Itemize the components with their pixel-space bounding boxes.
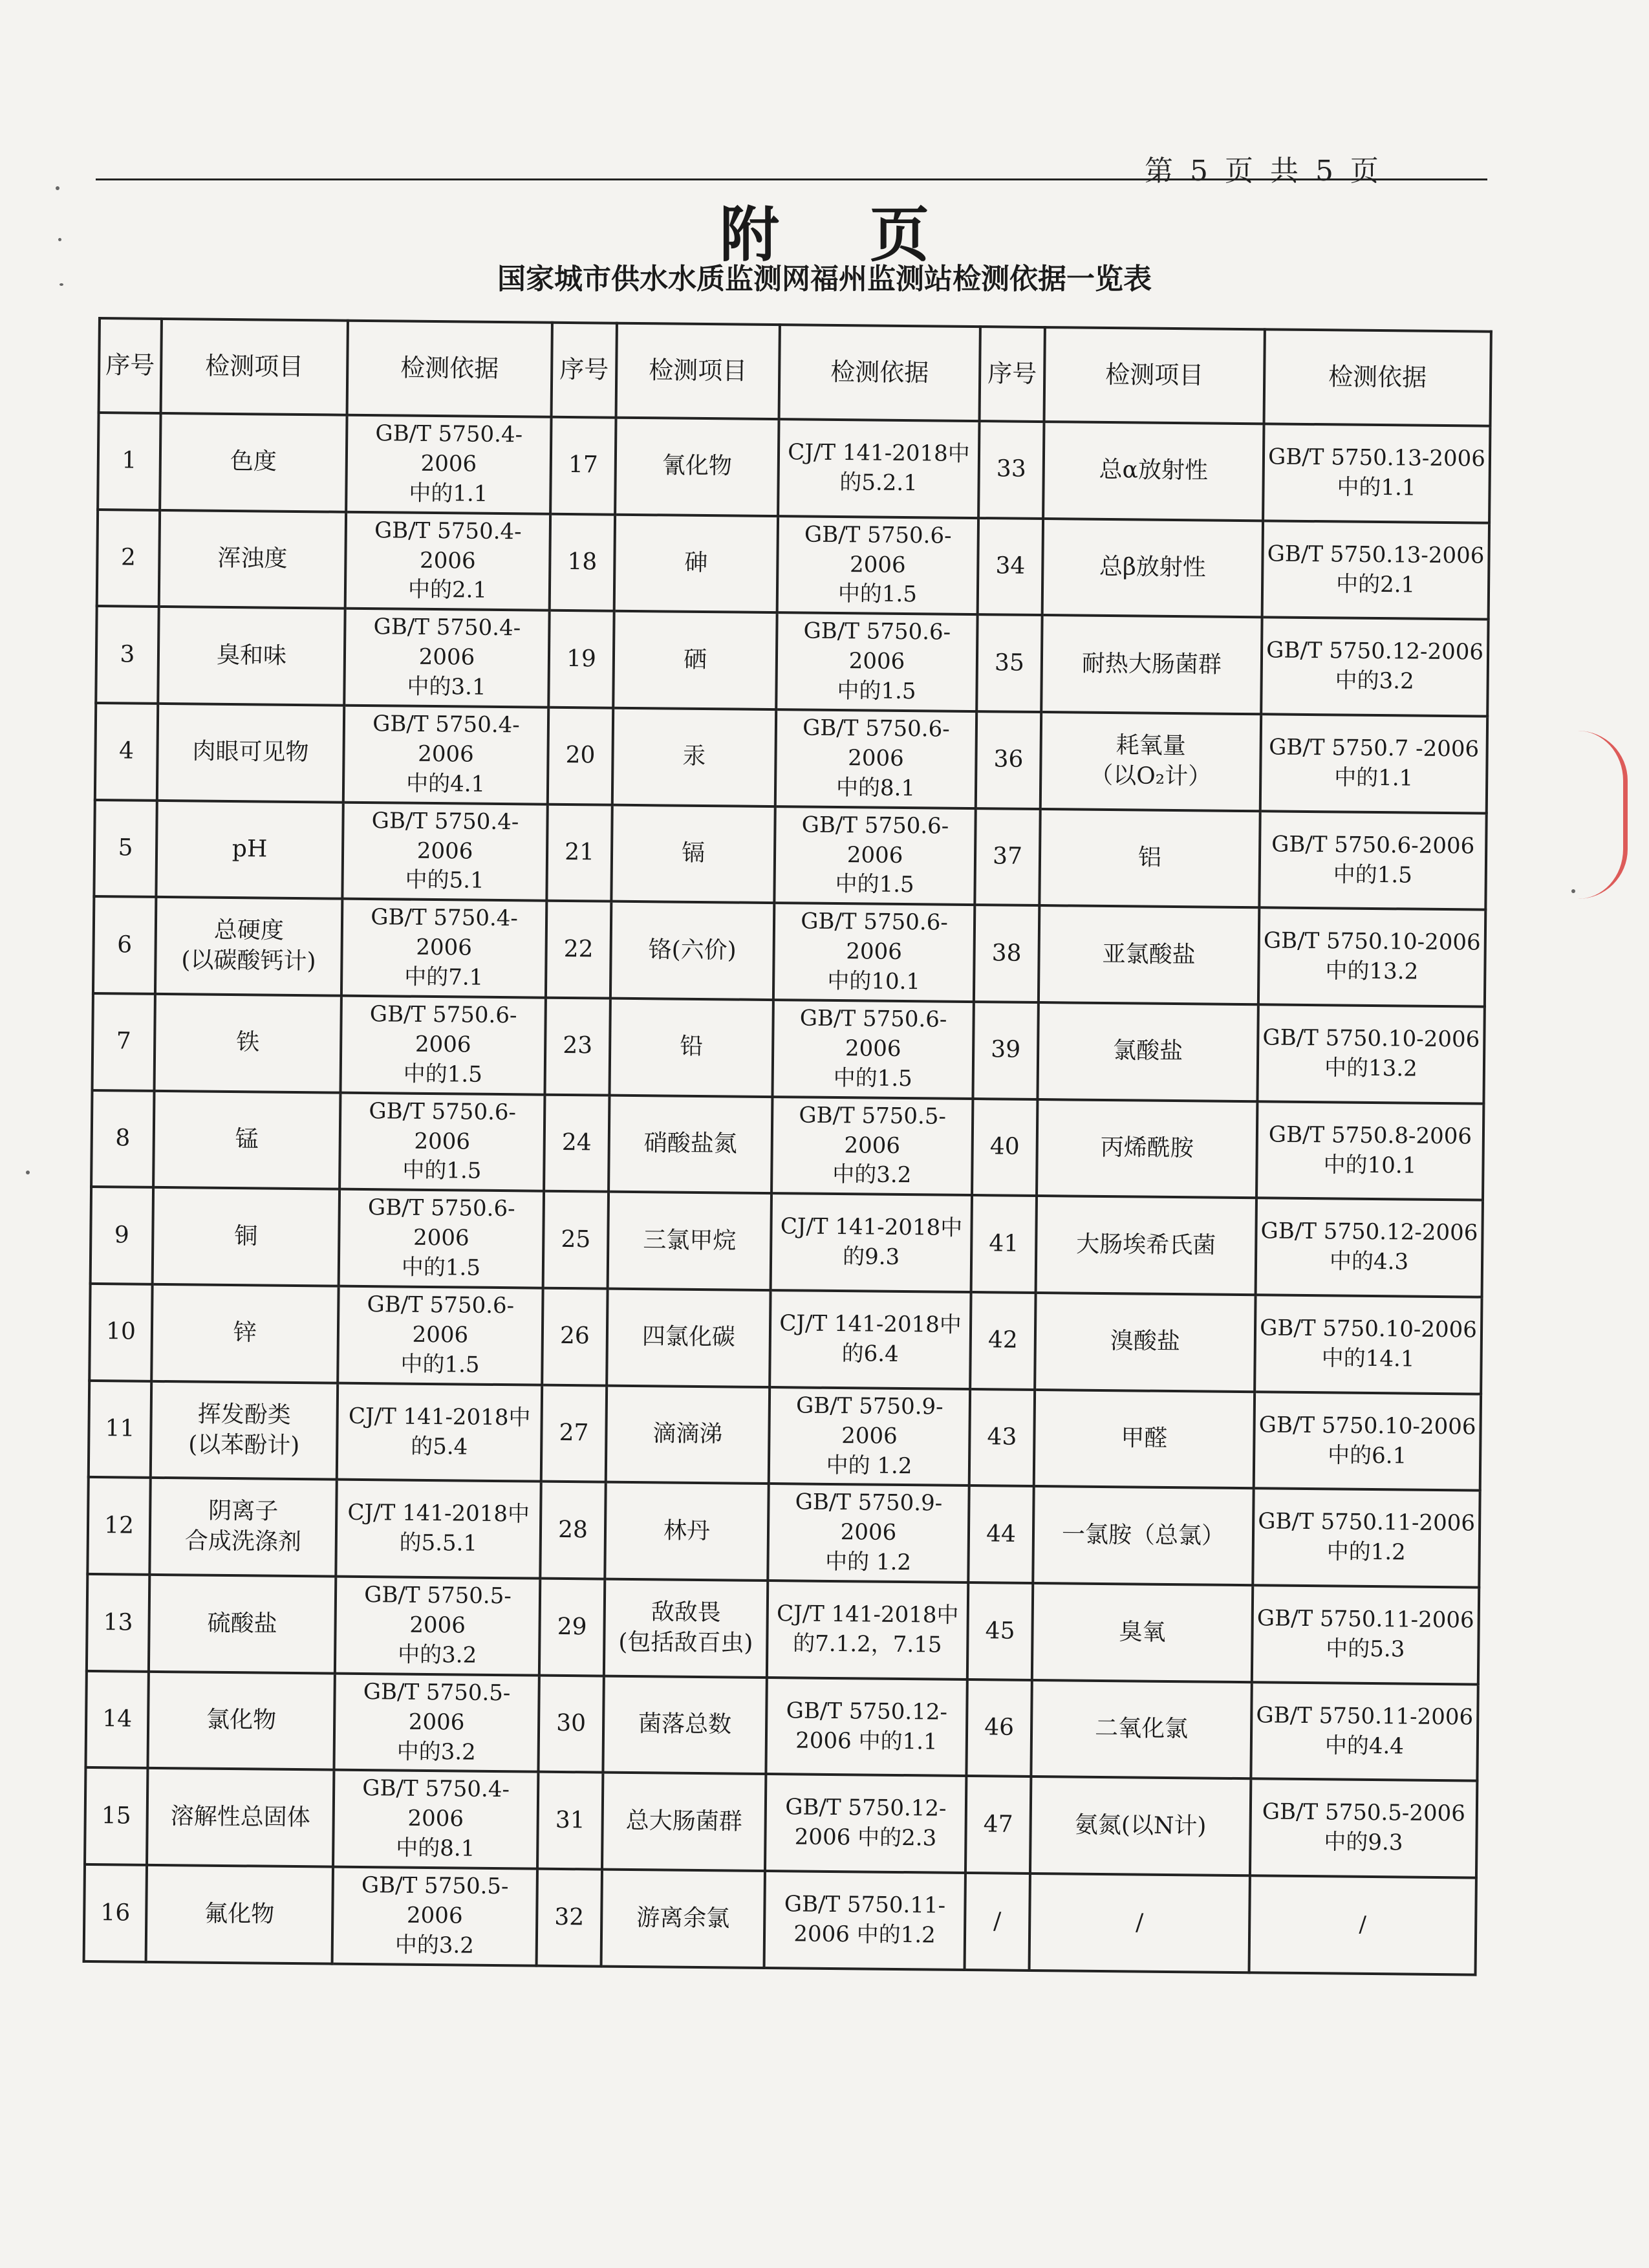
table-row	[94, 800, 1486, 910]
row-number: 23	[544, 998, 610, 1096]
test-basis: CJ/T 141-2018中 的6.4	[770, 1290, 971, 1389]
test-item: 铝	[1039, 809, 1260, 908]
column-header: 检测依据	[347, 321, 552, 417]
header-rule	[96, 178, 1487, 180]
test-item: 二氧化氯	[1031, 1680, 1251, 1779]
test-item: 氯酸盐	[1037, 1002, 1258, 1101]
row-number: 6	[93, 896, 156, 994]
test-item: 敌敌畏 (包括敌百虫)	[604, 1579, 768, 1678]
table-row	[98, 413, 1490, 523]
test-item: 汞	[612, 708, 776, 806]
column-header: 检测依据	[779, 325, 980, 421]
row-number: 42	[970, 1292, 1035, 1390]
row-number: 15	[85, 1767, 147, 1865]
row-number: 40	[972, 1099, 1037, 1196]
test-basis: GB/T 5750.4-2006 中的2.1	[345, 512, 550, 610]
table-row	[87, 1477, 1480, 1587]
test-basis: GB/T 5750.6-2006 中的1.5	[772, 1000, 973, 1099]
test-item: 甲醛	[1034, 1390, 1255, 1489]
row-number: 44	[968, 1485, 1033, 1583]
row-number: 38	[974, 905, 1039, 1002]
test-item: 溴酸盐	[1035, 1293, 1255, 1392]
test-item: 铜	[153, 1187, 339, 1286]
test-item: 丙烯酰胺	[1037, 1099, 1257, 1198]
page-title: 附页	[719, 200, 1020, 270]
test-item: 溶解性总固体	[147, 1768, 334, 1866]
row-number: 35	[976, 614, 1042, 712]
column-header: 检测项目	[161, 319, 348, 415]
test-item: 氰化物	[615, 418, 779, 516]
test-basis: GB/T 5750.4-2006 中的1.1	[346, 415, 551, 514]
test-item: 色度	[160, 413, 347, 512]
scan-speck	[58, 238, 61, 241]
row-number: 33	[978, 421, 1044, 519]
table-row	[84, 1864, 1476, 1974]
test-item: 总硬度 (以碳酸钙计)	[155, 897, 342, 995]
test-item: 滴滴涕	[606, 1385, 770, 1484]
test-item: 菌落总数	[603, 1676, 766, 1774]
table-row	[91, 1187, 1483, 1297]
test-basis: /	[1249, 1875, 1476, 1974]
test-item: 锰	[153, 1091, 340, 1189]
row-number: 24	[544, 1094, 609, 1192]
test-item: 臭和味	[158, 607, 345, 705]
test-item: 游离余氯	[601, 1870, 765, 1968]
test-item: 挥发酚类 (以苯酚计)	[151, 1381, 338, 1480]
column-header: 检测依据	[1264, 329, 1491, 426]
test-item: /	[1029, 1874, 1250, 1972]
row-number: 26	[542, 1288, 607, 1386]
column-header: 序号	[552, 323, 617, 418]
test-basis: GB/T 5750.12-2006 中的4.3	[1256, 1198, 1483, 1297]
test-item: 大肠埃希氏菌	[1036, 1196, 1256, 1295]
row-number: 10	[89, 1284, 152, 1381]
test-basis: GB/T 5750.6-2006 中的1.5	[341, 996, 546, 1095]
test-basis: CJ/T 141-2018中 的5.5.1	[336, 1480, 541, 1579]
test-basis: GB/T 5750.10-2006 中的14.1	[1255, 1295, 1482, 1394]
test-basis: GB/T 5750.7 -2006 中的1.1	[1260, 714, 1487, 813]
row-number: 13	[87, 1574, 149, 1672]
table-body	[84, 413, 1491, 1974]
test-basis: GB/T 5750.4-2006 中的8.1	[333, 1770, 538, 1869]
test-item: 亚氯酸盐	[1039, 905, 1259, 1004]
row-number: 43	[969, 1389, 1035, 1487]
table-header-row	[99, 318, 1491, 426]
test-item: 铬(六价)	[610, 902, 774, 1000]
test-basis: GB/T 5750.12-2006 中的3.2	[1261, 618, 1488, 717]
test-basis: GB/T 5750.11- 2006 中的1.2	[764, 1871, 965, 1970]
test-basis: GB/T 5750.6-2006 中的10.1	[773, 903, 975, 1002]
column-header: 序号	[99, 318, 162, 413]
test-item: 镉	[611, 805, 775, 903]
column-header: 检测项目	[1044, 327, 1265, 424]
row-number: 21	[546, 804, 612, 902]
page-subtitle: 国家城市供水水质监测网福州监测站检测依据一览表	[497, 263, 1152, 296]
test-basis: GB/T 5750.4-2006 中的5.1	[342, 802, 547, 901]
row-number: 16	[84, 1864, 147, 1962]
table-row	[96, 606, 1488, 716]
test-basis: GB/T 5750.11-2006 中的4.4	[1251, 1682, 1478, 1781]
test-basis: GB/T 5750.6-2006 中的1.5	[774, 806, 975, 905]
row-number: 39	[973, 1002, 1038, 1099]
row-number: 20	[548, 707, 613, 805]
test-basis: GB/T 5750.5-2006 中的3.2	[332, 1867, 537, 1966]
test-basis: GB/T 5750.9-2006 中的 1.2	[769, 1387, 970, 1486]
row-number: 5	[94, 800, 156, 898]
test-basis: GB/T 5750.10-2006 中的13.2	[1257, 1004, 1484, 1103]
test-basis: GB/T 5750.5-2006 中的3.2	[334, 1673, 539, 1772]
table-row	[85, 1671, 1478, 1781]
scan-speck	[59, 283, 63, 286]
row-number: 27	[541, 1385, 607, 1482]
test-basis: GB/T 5750.4-2006 中的3.1	[344, 609, 549, 707]
test-basis: CJ/T 141-2018中 的7.1.2，7.15	[767, 1581, 968, 1679]
table-row	[97, 510, 1489, 620]
row-number: 37	[975, 808, 1040, 906]
test-basis: GB/T 5750.6-2006 中的1.5	[1259, 811, 1486, 910]
test-basis: GB/T 5750.5-2006 中的9.3	[1250, 1779, 1477, 1878]
test-basis: GB/T 5750.10-2006 中的6.1	[1254, 1392, 1481, 1491]
row-number: 28	[540, 1482, 605, 1579]
row-number: 1	[98, 413, 160, 510]
test-item: 阴离子 合成洗涤剂	[149, 1478, 336, 1576]
row-number: 25	[543, 1191, 609, 1289]
test-item: 锌	[151, 1284, 338, 1383]
test-basis: GB/T 5750.8-2006 中的10.1	[1256, 1101, 1483, 1200]
test-item: 四氯化碳	[607, 1289, 770, 1387]
row-number: 12	[87, 1477, 150, 1575]
test-item: 硫酸盐	[149, 1575, 336, 1673]
test-basis: GB/T 5750.13-2006 中的2.1	[1262, 521, 1489, 620]
test-basis: GB/T 5750.11-2006 中的1.2	[1253, 1489, 1480, 1588]
test-basis: CJ/T 141-2018中 的5.4	[337, 1383, 542, 1482]
row-number: 2	[97, 510, 160, 607]
row-number: 3	[96, 606, 158, 704]
page-number: 第 5 页 共 5 页	[1145, 155, 1383, 188]
table-row	[87, 1574, 1479, 1684]
column-header: 序号	[980, 327, 1045, 422]
row-number: 11	[89, 1381, 151, 1478]
test-basis: GB/T 5750.10-2006 中的13.2	[1258, 908, 1485, 1007]
scan-speck	[56, 186, 59, 190]
test-basis: GB/T 5750.5-2006 中的3.2	[335, 1577, 540, 1676]
test-basis: GB/T 5750.4-2006 中的4.1	[343, 706, 548, 805]
test-basis: GB/T 5750.6-2006 中的8.1	[775, 709, 976, 808]
scan-speck	[1571, 889, 1575, 893]
test-item: 氯化物	[147, 1672, 334, 1770]
test-item: pH	[156, 801, 343, 899]
row-number: 46	[966, 1679, 1031, 1777]
row-number: 30	[538, 1675, 603, 1773]
test-item: 砷	[614, 514, 778, 612]
row-number: 34	[978, 518, 1043, 616]
row-number: /	[965, 1873, 1030, 1971]
test-item: 总β放射性	[1042, 519, 1263, 618]
test-item: 臭氧	[1032, 1583, 1253, 1682]
row-number: 18	[550, 513, 615, 611]
test-basis: GB/T 5750.12- 2006 中的2.3	[765, 1774, 966, 1873]
row-number: 9	[91, 1187, 153, 1284]
row-number: 8	[91, 1090, 154, 1188]
table-row	[93, 896, 1485, 1006]
test-item: 耗氧量 （以O₂计）	[1040, 712, 1261, 811]
test-basis: GB/T 5750.6-2006 中的1.5	[338, 1286, 543, 1385]
test-item: 硝酸盐氮	[609, 1095, 772, 1193]
test-item: 铅	[609, 999, 773, 1097]
table-row	[92, 993, 1485, 1103]
table-row	[85, 1767, 1477, 1877]
test-basis: GB/T 5750.6-2006 中的1.5	[777, 516, 978, 615]
test-item: 硒	[613, 611, 777, 709]
row-number: 47	[965, 1776, 1031, 1874]
table-row	[89, 1284, 1482, 1394]
test-item: 三氯甲烷	[608, 1192, 771, 1290]
table-row	[91, 1090, 1483, 1200]
test-item: 氨氮(以N计)	[1030, 1777, 1251, 1875]
row-number: 22	[546, 901, 611, 999]
test-item: 耐热大肠菌群	[1041, 615, 1262, 714]
row-number: 41	[971, 1195, 1037, 1293]
test-basis: GB/T 5750.12- 2006 中的1.1	[766, 1678, 967, 1777]
test-basis: GB/T 5750.11-2006 中的5.3	[1252, 1585, 1479, 1684]
test-item: 总大肠菌群	[602, 1773, 766, 1871]
test-basis: GB/T 5750.4-2006 中的7.1	[341, 899, 546, 998]
row-number: 29	[539, 1579, 605, 1676]
row-number: 17	[550, 417, 616, 515]
column-header: 检测项目	[616, 323, 780, 419]
red-stamp-mark	[1578, 731, 1628, 899]
test-item: 一氯胺（总氯）	[1033, 1486, 1253, 1585]
test-basis: GB/T 5750.6-2006 中的1.5	[776, 612, 977, 711]
test-item: 浑浊度	[159, 510, 346, 609]
test-basis: CJ/T 141-2018中 的9.3	[771, 1193, 972, 1292]
row-number: 14	[85, 1671, 148, 1769]
table-row	[95, 703, 1487, 813]
test-basis: GB/T 5750.13-2006 中的1.1	[1263, 424, 1490, 523]
row-number: 7	[92, 993, 155, 1091]
row-number: 45	[967, 1582, 1033, 1680]
scan-speck	[26, 1171, 30, 1174]
test-item: 铁	[155, 994, 341, 1092]
test-basis-table	[83, 317, 1493, 1976]
test-basis: GB/T 5750.6-2006 中的1.5	[339, 1189, 544, 1288]
row-number: 32	[537, 1869, 602, 1967]
row-number: 36	[976, 711, 1041, 809]
test-basis: CJ/T 141-2018中 的5.2.1	[778, 419, 979, 518]
table-row	[89, 1381, 1481, 1491]
test-basis: GB/T 5750.5-2006 中的3.2	[771, 1097, 973, 1196]
test-basis: GB/T 5750.9-2006 中的 1.2	[768, 1484, 969, 1582]
row-number: 4	[95, 703, 158, 801]
test-item: 氟化物	[146, 1865, 333, 1963]
test-basis: GB/T 5750.6-2006 中的1.5	[339, 1092, 544, 1191]
test-item: 林丹	[605, 1482, 768, 1581]
test-item: 肉眼可见物	[157, 704, 344, 802]
test-item: 总α放射性	[1043, 422, 1264, 521]
row-number: 19	[548, 610, 614, 708]
row-number: 31	[537, 1772, 603, 1870]
